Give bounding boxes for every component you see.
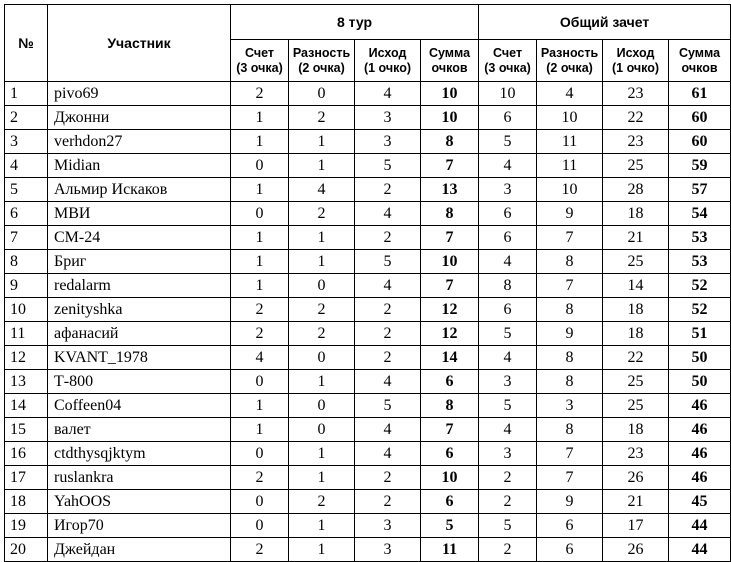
round-score-cell: 1 [231,178,289,202]
round-sum-cell: 10 [421,82,479,106]
total-sum-cell: 46 [669,394,731,418]
round-difference-cell: 2 [289,490,355,514]
total-difference-cell: 8 [537,250,603,274]
total-outcome-cell: 18 [603,418,669,442]
table-row [5,130,731,154]
total-outcome-cell: 14 [603,274,669,298]
round-sum-cell: 14 [421,346,479,370]
total-outcome-cell: 25 [603,154,669,178]
round-score-cell: 2 [231,322,289,346]
header-label-line1: Разность [540,45,599,60]
round-score-cell: 2 [231,538,289,562]
header-total-score [479,40,537,82]
round-difference-cell: 1 [289,226,355,250]
total-sum-cell: 53 [669,250,731,274]
total-outcome-cell: 23 [603,442,669,466]
total-outcome-cell: 26 [603,466,669,490]
round-difference-cell: 1 [289,130,355,154]
rank-cell: 11 [5,322,48,346]
total-sum-cell: 52 [669,274,731,298]
header-round-difference [289,40,355,82]
header-total-difference [537,40,603,82]
round-score-cell: 0 [231,442,289,466]
round-outcome-cell: 3 [355,538,421,562]
round-outcome-cell: 3 [355,130,421,154]
round-score-cell: 1 [231,106,289,130]
header-label-line2: (3 очка) [484,60,531,75]
participant-name: валет [48,418,231,442]
header-label-line1: Сумма [428,45,471,60]
total-sum-cell: 46 [669,442,731,466]
round-outcome-cell: 4 [355,274,421,298]
round-difference-cell: 4 [289,178,355,202]
total-sum-cell: 50 [669,346,731,370]
round-sum-cell: 8 [421,202,479,226]
rank-cell: 7 [5,226,48,250]
participant-name: Джонни [48,106,231,130]
round-difference-cell: 2 [289,202,355,226]
round-outcome-cell: 4 [355,202,421,226]
round-outcome-cell: 4 [355,370,421,394]
round-outcome-cell: 4 [355,82,421,106]
rank-cell: 1 [5,82,48,106]
header-round-score [231,40,289,82]
header-label-line1: Счет [244,45,275,60]
total-difference-cell: 11 [537,130,603,154]
total-outcome-cell: 21 [603,226,669,250]
total-score-cell: 5 [479,130,537,154]
participant-name: Джейдан [48,538,231,562]
round-score-cell: 0 [231,490,289,514]
rank-cell: 13 [5,370,48,394]
rank-cell: 17 [5,466,48,490]
total-difference-cell: 10 [537,178,603,202]
round-outcome-cell: 5 [355,154,421,178]
total-score-cell: 10 [479,82,537,106]
total-sum-cell: 60 [669,130,731,154]
round-sum-cell: 7 [421,274,479,298]
round-difference-cell: 2 [289,298,355,322]
header-label-line2: (1 очко) [612,60,660,75]
round-outcome-cell: 2 [355,178,421,202]
total-outcome-cell: 25 [603,250,669,274]
participant-name: zenityshka [48,298,231,322]
table-body [5,82,731,562]
total-score-cell: 6 [479,226,537,250]
total-score-cell: 6 [479,202,537,226]
total-sum-cell: 45 [669,490,731,514]
round-score-cell: 0 [231,370,289,394]
round-outcome-cell: 5 [355,250,421,274]
round-difference-cell: 2 [289,322,355,346]
total-difference-cell: 4 [537,82,603,106]
total-sum-cell: 50 [669,370,731,394]
round-score-cell: 1 [231,226,289,250]
total-outcome-cell: 25 [603,370,669,394]
header-label-line2: очков [681,60,718,75]
round-difference-cell: 0 [289,274,355,298]
header-number: № [5,5,48,82]
total-outcome-cell: 26 [603,538,669,562]
total-outcome-cell: 18 [603,298,669,322]
table-row [5,514,731,538]
rank-cell: 14 [5,394,48,418]
total-score-cell: 6 [479,106,537,130]
round-sum-cell: 10 [421,466,479,490]
total-sum-cell: 46 [669,418,731,442]
round-sum-cell: 7 [421,418,479,442]
participant-name: ruslankra [48,466,231,490]
round-difference-cell: 1 [289,250,355,274]
round-score-cell: 1 [231,250,289,274]
total-score-cell: 6 [479,298,537,322]
participant-name: афанасий [48,322,231,346]
total-difference-cell: 11 [537,154,603,178]
total-difference-cell: 9 [537,322,603,346]
table-row [5,178,731,202]
round-sum-cell: 10 [421,250,479,274]
round-sum-cell: 7 [421,226,479,250]
table-row [5,538,731,562]
round-difference-cell: 1 [289,442,355,466]
header-label-line1: Сумма [678,45,721,60]
total-difference-cell: 10 [537,106,603,130]
total-outcome-cell: 23 [603,130,669,154]
table-header [5,5,731,82]
round-score-cell: 1 [231,418,289,442]
total-sum-cell: 44 [669,514,731,538]
total-outcome-cell: 22 [603,106,669,130]
round-score-cell: 1 [231,130,289,154]
table-row [5,490,731,514]
rank-cell: 9 [5,274,48,298]
total-difference-cell: 6 [537,514,603,538]
round-score-cell: 4 [231,346,289,370]
header-participant: Участник [48,5,231,82]
header-label-line1: Разность [292,45,351,60]
header-label-line2: (2 очка) [546,60,593,75]
total-difference-cell: 3 [537,394,603,418]
round-outcome-cell: 5 [355,394,421,418]
total-difference-cell: 8 [537,346,603,370]
round-outcome-cell: 2 [355,226,421,250]
round-difference-cell: 0 [289,346,355,370]
total-difference-cell: 7 [537,274,603,298]
total-difference-cell: 6 [537,538,603,562]
participant-name: KVANT_1978 [48,346,231,370]
header-label-line2: (2 очка) [298,60,345,75]
round-sum-cell: 12 [421,298,479,322]
header-total-sum [669,40,731,82]
round-score-cell: 0 [231,202,289,226]
table-row [5,442,731,466]
total-score-cell: 2 [479,490,537,514]
header-total-outcome [603,40,669,82]
round-outcome-cell: 4 [355,442,421,466]
rank-cell: 5 [5,178,48,202]
rank-cell: 19 [5,514,48,538]
rank-cell: 6 [5,202,48,226]
round-difference-cell: 1 [289,514,355,538]
total-outcome-cell: 25 [603,394,669,418]
round-outcome-cell: 3 [355,514,421,538]
round-sum-cell: 8 [421,394,479,418]
total-score-cell: 4 [479,250,537,274]
participant-name: Игор70 [48,514,231,538]
round-difference-cell: 1 [289,466,355,490]
header-round-outcome [355,40,421,82]
table-row [5,250,731,274]
total-outcome-cell: 28 [603,178,669,202]
participant-name: Coffeen04 [48,394,231,418]
total-sum-cell: 53 [669,226,731,250]
total-sum-cell: 44 [669,538,731,562]
total-score-cell: 3 [479,442,537,466]
table-row [5,418,731,442]
total-outcome-cell: 17 [603,514,669,538]
header-label-line2: (1 очко) [363,60,412,75]
table-row [5,202,731,226]
total-score-cell: 5 [479,322,537,346]
total-difference-cell: 9 [537,202,603,226]
round-score-cell: 2 [231,82,289,106]
total-score-cell: 2 [479,466,537,490]
round-outcome-cell: 2 [355,346,421,370]
total-difference-cell: 7 [537,466,603,490]
total-score-cell: 8 [479,274,537,298]
total-score-cell: 2 [479,538,537,562]
round-score-cell: 0 [231,154,289,178]
round-outcome-cell: 2 [355,466,421,490]
round-difference-cell: 2 [289,106,355,130]
total-sum-cell: 46 [669,466,731,490]
header-label-line1: Исход [368,45,407,60]
round-difference-cell: 0 [289,82,355,106]
table-row [5,370,731,394]
rank-cell: 10 [5,298,48,322]
round-sum-cell: 6 [421,490,479,514]
round-sum-cell: 7 [421,154,479,178]
total-score-cell: 3 [479,178,537,202]
total-difference-cell: 8 [537,370,603,394]
round-score-cell: 0 [231,514,289,538]
participant-name: YahOOS [48,490,231,514]
total-sum-cell: 54 [669,202,731,226]
rank-cell: 18 [5,490,48,514]
header-row-top [5,5,731,40]
table-row [5,322,731,346]
total-sum-cell: 59 [669,154,731,178]
table-row [5,226,731,250]
header-label-line2: очков [431,60,468,75]
rank-cell: 20 [5,538,48,562]
total-sum-cell: 52 [669,298,731,322]
table-row [5,106,731,130]
standings-table [4,4,731,562]
rank-cell: 8 [5,250,48,274]
round-outcome-cell: 3 [355,106,421,130]
table-row [5,298,731,322]
total-score-cell: 5 [479,394,537,418]
header-label-line1: Счет [493,45,523,60]
total-outcome-cell: 21 [603,490,669,514]
total-difference-cell: 9 [537,490,603,514]
header-label-line2: (3 очка) [236,60,283,75]
round-outcome-cell: 2 [355,490,421,514]
rank-cell: 15 [5,418,48,442]
rank-cell: 16 [5,442,48,466]
round-difference-cell: 1 [289,370,355,394]
round-outcome-cell: 2 [355,298,421,322]
round-sum-cell: 8 [421,130,479,154]
header-total-group: Общий зачет [479,5,731,40]
round-outcome-cell: 4 [355,418,421,442]
total-sum-cell: 51 [669,322,731,346]
total-outcome-cell: 18 [603,202,669,226]
total-outcome-cell: 23 [603,82,669,106]
round-score-cell: 2 [231,466,289,490]
participant-name: СМ-24 [48,226,231,250]
total-score-cell: 4 [479,154,537,178]
table-row [5,154,731,178]
round-score-cell: 1 [231,394,289,418]
table-row [5,346,731,370]
total-score-cell: 5 [479,514,537,538]
participant-name: Бриг [48,250,231,274]
round-score-cell: 2 [231,298,289,322]
rank-cell: 12 [5,346,48,370]
round-difference-cell: 0 [289,394,355,418]
header-label-line1: Исход [616,45,655,60]
round-score-cell: 1 [231,274,289,298]
participant-name: Midian [48,154,231,178]
round-outcome-cell: 2 [355,322,421,346]
total-difference-cell: 8 [537,298,603,322]
table-row [5,274,731,298]
round-sum-cell: 10 [421,106,479,130]
total-sum-cell: 60 [669,106,731,130]
rank-cell: 3 [5,130,48,154]
rank-cell: 4 [5,154,48,178]
round-difference-cell: 1 [289,538,355,562]
total-difference-cell: 7 [537,442,603,466]
total-score-cell: 3 [479,370,537,394]
participant-name: Альмир Искаков [48,178,231,202]
participant-name: verhdon27 [48,130,231,154]
round-sum-cell: 11 [421,538,479,562]
round-sum-cell: 6 [421,442,479,466]
round-difference-cell: 1 [289,154,355,178]
table-row [5,466,731,490]
total-outcome-cell: 18 [603,322,669,346]
table-row [5,394,731,418]
total-difference-cell: 7 [537,226,603,250]
total-score-cell: 4 [479,418,537,442]
participant-name: Т-800 [48,370,231,394]
total-outcome-cell: 22 [603,346,669,370]
table-row [5,82,731,106]
header-round-sum [421,40,479,82]
participant-name: redalarm [48,274,231,298]
total-score-cell: 4 [479,346,537,370]
rank-cell: 2 [5,106,48,130]
participant-name: МВИ [48,202,231,226]
total-sum-cell: 61 [669,82,731,106]
round-sum-cell: 6 [421,370,479,394]
round-sum-cell: 5 [421,514,479,538]
round-sum-cell: 13 [421,178,479,202]
round-difference-cell: 0 [289,418,355,442]
participant-name: ctdthysqjktym [48,442,231,466]
round-sum-cell: 12 [421,322,479,346]
participant-name: pivo69 [48,82,231,106]
header-round-group: 8 тур [231,5,479,40]
total-difference-cell: 8 [537,418,603,442]
total-sum-cell: 57 [669,178,731,202]
